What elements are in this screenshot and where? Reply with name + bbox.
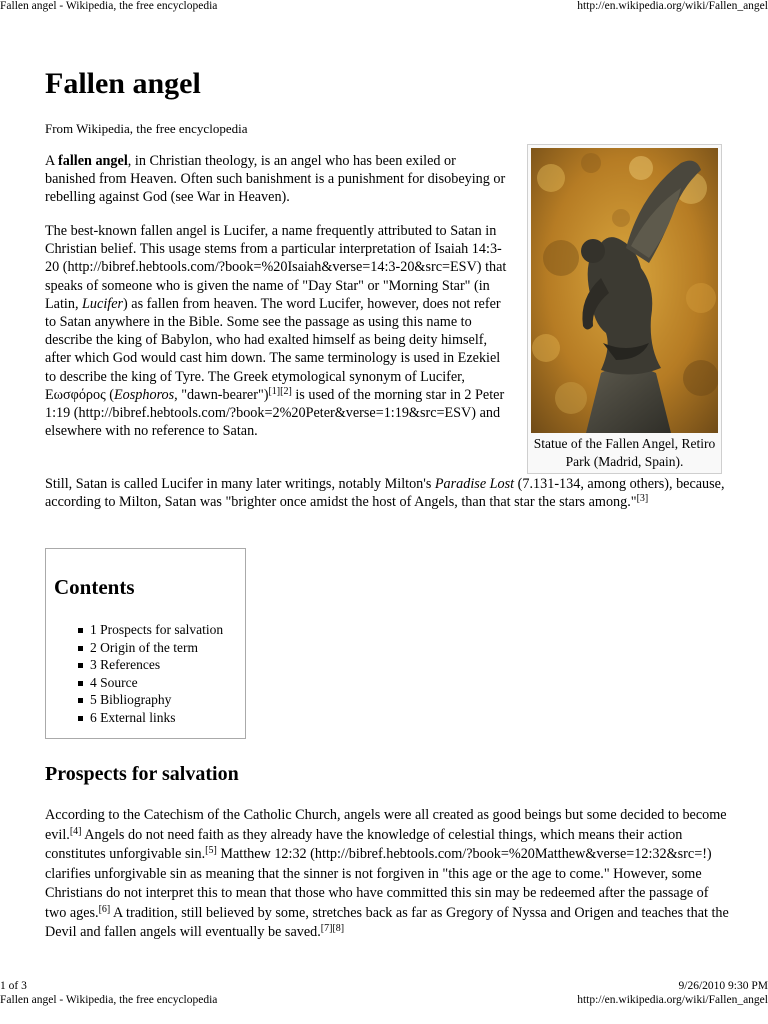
ref-1[interactable]: [1] xyxy=(268,385,281,397)
ref-8[interactable]: [8] xyxy=(332,923,345,934)
toc-item[interactable] xyxy=(90,621,223,639)
ref-7[interactable]: [7] xyxy=(320,923,333,934)
toc-item[interactable] xyxy=(90,709,223,727)
ref-2[interactable]: [2] xyxy=(280,385,292,397)
bullet-icon xyxy=(78,628,83,633)
page-subtitle: From Wikipedia, the free encyclopedia xyxy=(45,121,248,136)
print-header-url: http://en.wikipedia.org/wiki/Fallen_angel xyxy=(577,0,768,12)
toc-title: Contents xyxy=(54,575,135,599)
s1-text-a: According to the Catechism of the Catholic Church, angels were all created as good beings but some decided to become evil. xyxy=(45,807,727,843)
p3-text-b: (7.131-134, among others), because, according to Milton, Satan was "brighter once amidst the host of Angels, than that star the stars among." xyxy=(45,476,725,511)
intro-paragraph-2 xyxy=(45,222,507,440)
bullet-icon xyxy=(78,663,83,668)
fallen-angel-statue-image[interactable] xyxy=(531,148,718,433)
p2-text-a: The best-known fallen angel is Lucifer, a name frequently attributed to Satan in Christian belief. This usage stems from a particular interpretation of Isaiah 14:3-20 (http://bibref.hebtools.com/?book=%20Isaiah&verse=14:3-20&src=ESV) that speaks of someone who is given the name of "Day Star" or "Morning Star" (in Latin, xyxy=(45,223,507,312)
table-of-contents xyxy=(45,548,246,739)
print-footer-datetime: 9/26/2010 9:30 PM xyxy=(678,980,768,992)
print-footer-title: Fallen angel - Wikipedia, the free encyclopedia xyxy=(0,994,218,1006)
figure-thumbnail xyxy=(527,144,722,474)
toc-item-label: 3 References xyxy=(90,657,161,673)
toc-item[interactable] xyxy=(90,691,223,709)
p2-text-b: ) as fallen from heaven. The word Lucifer, however, does not refer to Satan anywhere in the Bible. Some see the passage as using this name to describe the king of Babylon, who had exalted himself as being deity himself, after which God would cast him down. The same terminology is used in Ezekiel to describe the king of Tyre. The Greek etymological synonym of Lucifer, Εωσφόρος ( xyxy=(45,295,501,403)
bullet-icon xyxy=(78,646,83,651)
p2-text-c: , "dawn-bearer") xyxy=(174,386,269,403)
toc-item[interactable] xyxy=(90,674,223,692)
p1-rest: , in Christian theology, is an angel who has been exiled or banished from Heaven. Often such banishment is a punishment for disobeying or rebelling against God (see War in Heaven). xyxy=(45,153,506,206)
ref-5[interactable]: [5] xyxy=(205,845,217,856)
bullet-icon xyxy=(78,716,83,721)
toc-item[interactable] xyxy=(90,656,223,674)
toc-list xyxy=(90,621,223,727)
toc-item-label: 5 Bibliography xyxy=(90,692,172,708)
p1-term: fallen angel xyxy=(58,153,128,169)
p1-lead: A xyxy=(45,153,59,169)
bullet-icon xyxy=(78,698,83,703)
intro-paragraph-1 xyxy=(45,152,507,207)
figure-caption: Statue of the Fallen Angel, Retiro Park (Madrid, Spain). xyxy=(533,436,716,469)
p2-lucifer: Lucifer xyxy=(82,295,124,312)
page-title: Fallen angel xyxy=(45,67,201,100)
intro-paragraph-3 xyxy=(45,475,731,511)
toc-item-label: 6 External links xyxy=(90,709,176,725)
print-footer-page-count: 1 of 3 xyxy=(0,980,27,992)
p3-text-a: Still, Satan is called Lucifer in many later writings, notably Milton's xyxy=(45,476,435,492)
s1-text-c: Matthew 12:32 (http://bibref.hebtools.com/?book=%20Matthew&verse=12:32&src=!) clarifies unforgivable sin as meaning that the sinner is not forgiven in "this age or the age to come." However, some Christians do not interpret this to mean that those who have committed this sin may be redeemed after the passage of two ages. xyxy=(45,846,712,921)
s1-text-b: Angels do not need faith as they already have the knowledge of celestial things, which means their action constitutes unforgivable sin. xyxy=(45,826,683,862)
section-paragraph-prospects xyxy=(45,806,731,943)
print-header-title: Fallen angel - Wikipedia, the free encyclopedia xyxy=(0,0,218,12)
p2-eosphoros: Eosphoros xyxy=(114,386,175,403)
toc-item-label: 1 Prospects for salvation xyxy=(90,622,224,637)
ref-3[interactable]: [3] xyxy=(636,493,649,505)
toc-item-label: 4 Source xyxy=(90,674,138,690)
s1-text-d: A tradition, still believed by some, stretches back as far as Gregory of Nyssa and Origen and teaches that the Devil and fallen angels will eventually be saved. xyxy=(45,904,729,940)
ref-4[interactable]: [4] xyxy=(69,825,82,837)
toc-item[interactable] xyxy=(90,639,223,657)
print-footer-url: http://en.wikipedia.org/wiki/Fallen_angel xyxy=(577,994,768,1006)
ref-6[interactable]: [6] xyxy=(98,903,111,915)
p2-text-d: is used of the morning star in 2 Peter 1:19 (http://bibref.hebtools.com/?book=2%20Peter&verse=1:19&src=ESV) and elsewhere with no reference to Satan. xyxy=(45,386,505,440)
paradise-lost-title: Paradise Lost xyxy=(434,476,515,492)
section-heading-prospects: Prospects for salvation xyxy=(45,763,239,785)
bullet-icon xyxy=(78,681,83,686)
toc-item-label: 2 Origin of the term xyxy=(90,639,198,655)
